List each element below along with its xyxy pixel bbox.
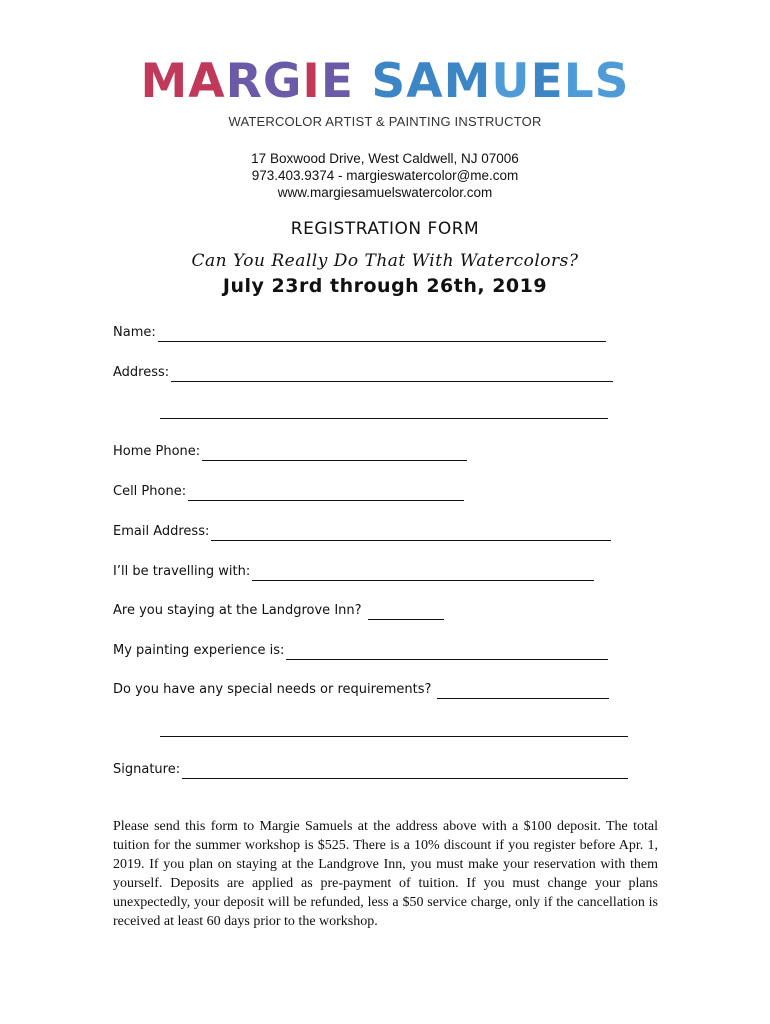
cell-phone-input-line[interactable] [188,486,464,501]
travelling-label: I’ll be travelling with: [113,564,251,579]
home-phone-field[interactable] [113,443,467,461]
address-input-line[interactable] [171,367,613,382]
landgrove-field[interactable] [113,602,444,620]
home-phone-input-line[interactable] [202,446,467,461]
travelling-input-line[interactable] [252,566,594,581]
home-phone-label: Home Phone: [113,444,201,459]
landgrove-input-line[interactable] [368,605,444,620]
address-field[interactable] [113,364,613,382]
signature-label: Signature: [113,762,181,777]
workshop-title: Can You Really Do That With Watercolors? [191,251,579,271]
website-link[interactable]: www.margiesamuelswatercolor.com [277,185,493,200]
logo-text: MARGIE SAMUELS [140,54,630,109]
special-needs-input-line[interactable] [437,684,609,699]
workshop-dates: July 23rd through 26th, 2019 [222,275,548,297]
brand-logo [0,54,770,109]
cell-phone-field[interactable] [113,483,464,501]
name-input-line[interactable] [158,327,606,342]
email-field[interactable] [113,523,611,541]
contact-block [0,150,770,201]
name-field[interactable] [113,324,606,342]
address-line-2[interactable] [160,417,608,419]
experience-input-line[interactable] [286,645,608,660]
address-label: Address: [113,365,170,380]
email-input-line[interactable] [211,526,611,541]
cell-phone-label: Cell Phone: [113,484,187,499]
travelling-field[interactable] [113,563,594,581]
special-needs-line-2[interactable] [160,735,628,737]
name-label: Name: [113,325,156,340]
phone-email: 973.403.9374 - margieswatercolor@me.com [251,168,519,183]
special-needs-label: Do you have any special needs or requirements? [113,682,432,697]
experience-field[interactable] [113,642,608,660]
signature-input-line[interactable] [182,764,628,779]
tagline: WATERCOLOR ARTIST & PAINTING INSTRUCTOR [228,114,542,129]
email-label: Email Address: [113,524,210,539]
experience-label: My painting experience is: [113,643,285,658]
mailing-address: 17 Boxwood Drive, West Caldwell, NJ 07006 [251,151,519,166]
special-needs-field[interactable] [113,681,609,699]
signature-field[interactable] [113,761,628,779]
landgrove-label: Are you staying at the Landgrove Inn? [113,603,362,618]
registration-notice: Please send this form to Margie Samuels at the address above with a $100 deposit. The total tuition for the summer workshop is $525. There is a 10% discount if you register before Apr. 1, 2019. If you plan on staying at the Landgrove Inn, you must make your reservation with them yourself. Deposits are applied as pre-payment of tuition. If you must change your plans unexpectedly, your deposit will be refunded, less a $50 service charge, only if the cancellation is received at least 60 days prior to the workshop. [113,819,658,929]
form-title: REGISTRATION FORM [290,219,480,239]
